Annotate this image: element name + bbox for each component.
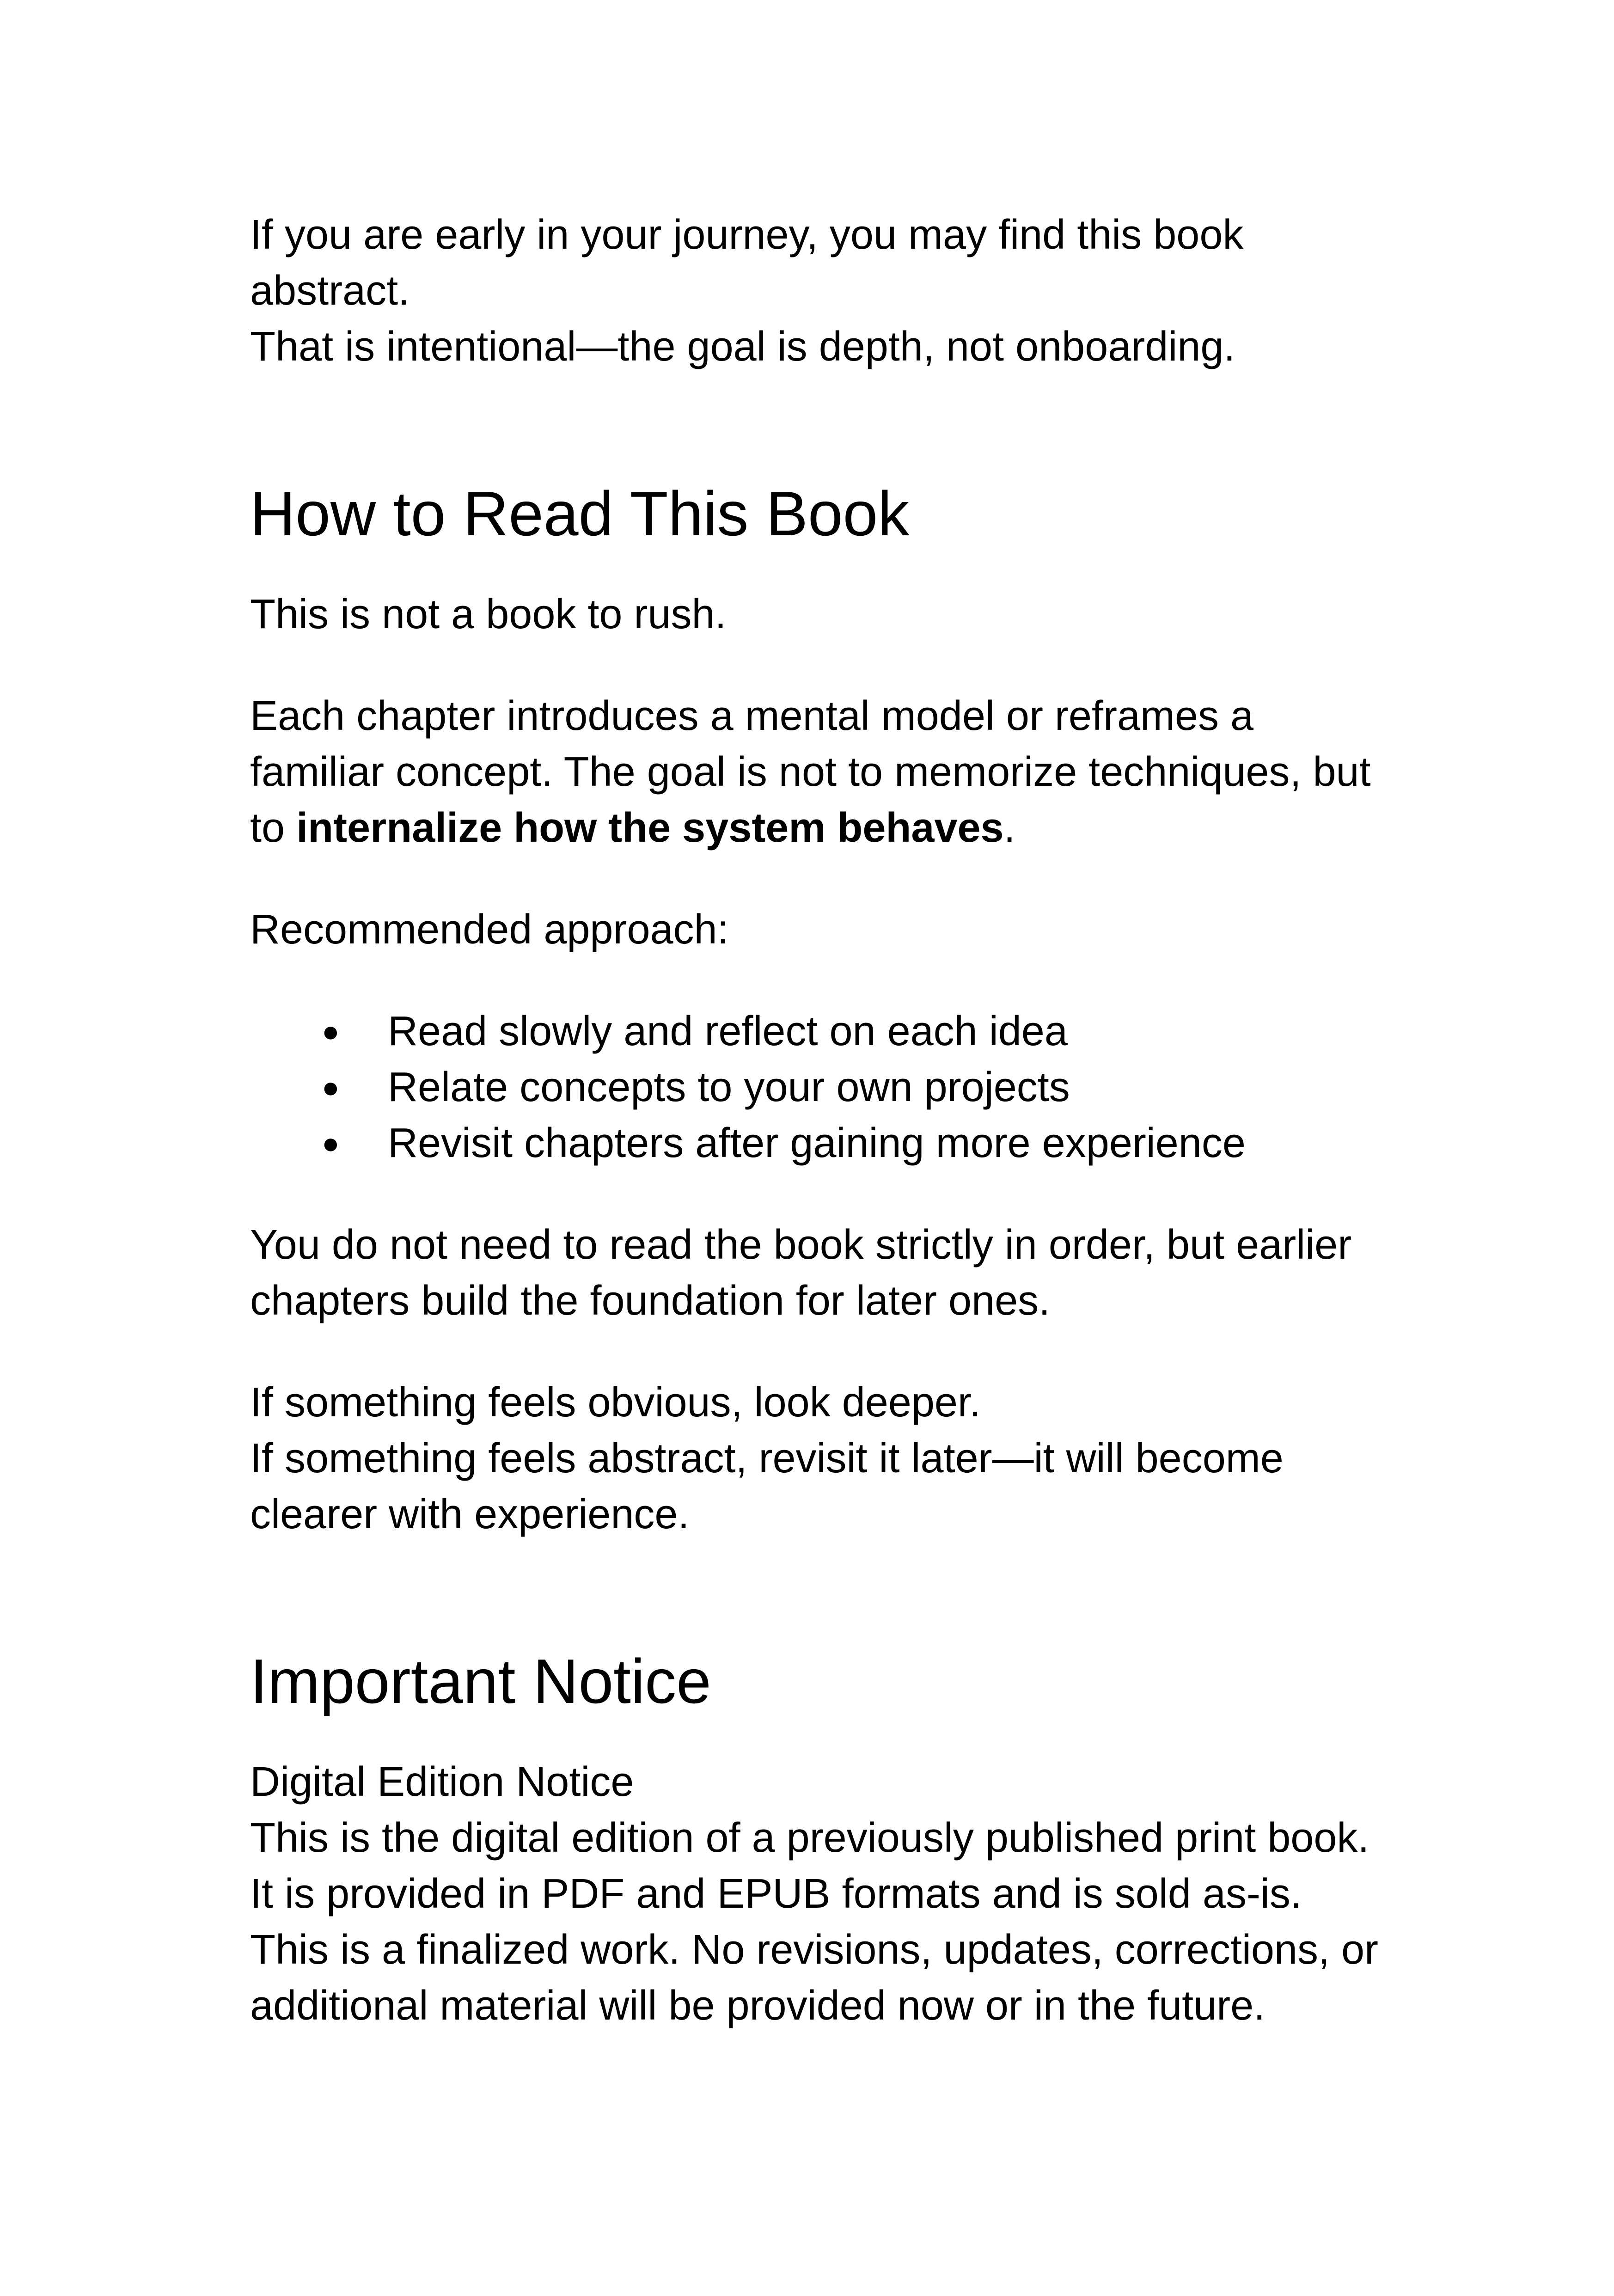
- each-chapter-line-1: Each chapter introduces a mental model or reframes a: [250, 693, 1254, 739]
- paragraph-look-deeper: [250, 1375, 1452, 1543]
- notice-line-3: It is provided in PDF and EPUB formats and is sold as-is.: [250, 1871, 1302, 1917]
- list-item: [250, 1115, 1452, 1171]
- each-chapter-line-3-suffix: .: [1003, 805, 1015, 851]
- each-chapter-line-3: [250, 800, 1452, 856]
- paragraph-not-to-rush: This is not a book to rush.: [250, 591, 727, 637]
- notice-line-1: Digital Edition Notice: [250, 1759, 634, 1805]
- intro-line-1: If you are early in your journey, you may find this book: [250, 212, 1244, 258]
- list-item: [250, 1004, 1452, 1059]
- notice-line-5: additional material will be provided now or in the future.: [250, 1983, 1266, 2029]
- notice-line-2: This is the digital edition of a previously published print book.: [250, 1815, 1369, 1861]
- bold-phrase: internalize how the system behaves: [296, 805, 1004, 851]
- list-item-text: Relate concepts to your own projects: [388, 1064, 1070, 1110]
- bullet-icon: ●: [322, 1015, 340, 1048]
- list-item-text: Revisit chapters after gaining more experience: [388, 1120, 1246, 1166]
- list-item-text: Read slowly and reflect on each idea: [388, 1008, 1068, 1054]
- notice-line-4: This is a finalized work. No revisions, updates, corrections, or: [250, 1927, 1378, 1973]
- paragraph-each-chapter: [250, 688, 1452, 856]
- read-order-line-1: You do not need to read the book strictly in order, but earlier: [250, 1222, 1352, 1268]
- bullet-icon: ●: [322, 1127, 340, 1160]
- document-page: [250, 207, 1452, 2034]
- intro-paragraph: [250, 207, 1452, 375]
- recommended-list: [250, 1004, 1452, 1171]
- look-deeper-line-2: If something feels abstract, revisit it later—it will become: [250, 1435, 1284, 1482]
- each-chapter-line-3-prefix: to: [250, 805, 297, 851]
- paragraph-recommended-approach: Recommended approach:: [250, 906, 729, 953]
- paragraph-digital-edition: [250, 1754, 1452, 2034]
- list-item: [250, 1059, 1452, 1115]
- heading-how-to-read: How to Read This Book: [250, 478, 910, 549]
- read-order-line-2: chapters build the foundation for later ones.: [250, 1278, 1051, 1324]
- look-deeper-line-3: clearer with experience.: [250, 1491, 690, 1537]
- each-chapter-line-2: familiar concept. The goal is not to memorize techniques, but: [250, 749, 1371, 795]
- bullet-icon: ●: [322, 1071, 340, 1104]
- paragraph-read-order: [250, 1217, 1452, 1329]
- intro-line-3: That is intentional—the goal is depth, not onboarding.: [250, 324, 1235, 370]
- heading-important-notice: Important Notice: [250, 1646, 711, 1716]
- look-deeper-line-1: If something feels obvious, look deeper.: [250, 1379, 981, 1426]
- intro-line-2: abstract.: [250, 268, 410, 314]
